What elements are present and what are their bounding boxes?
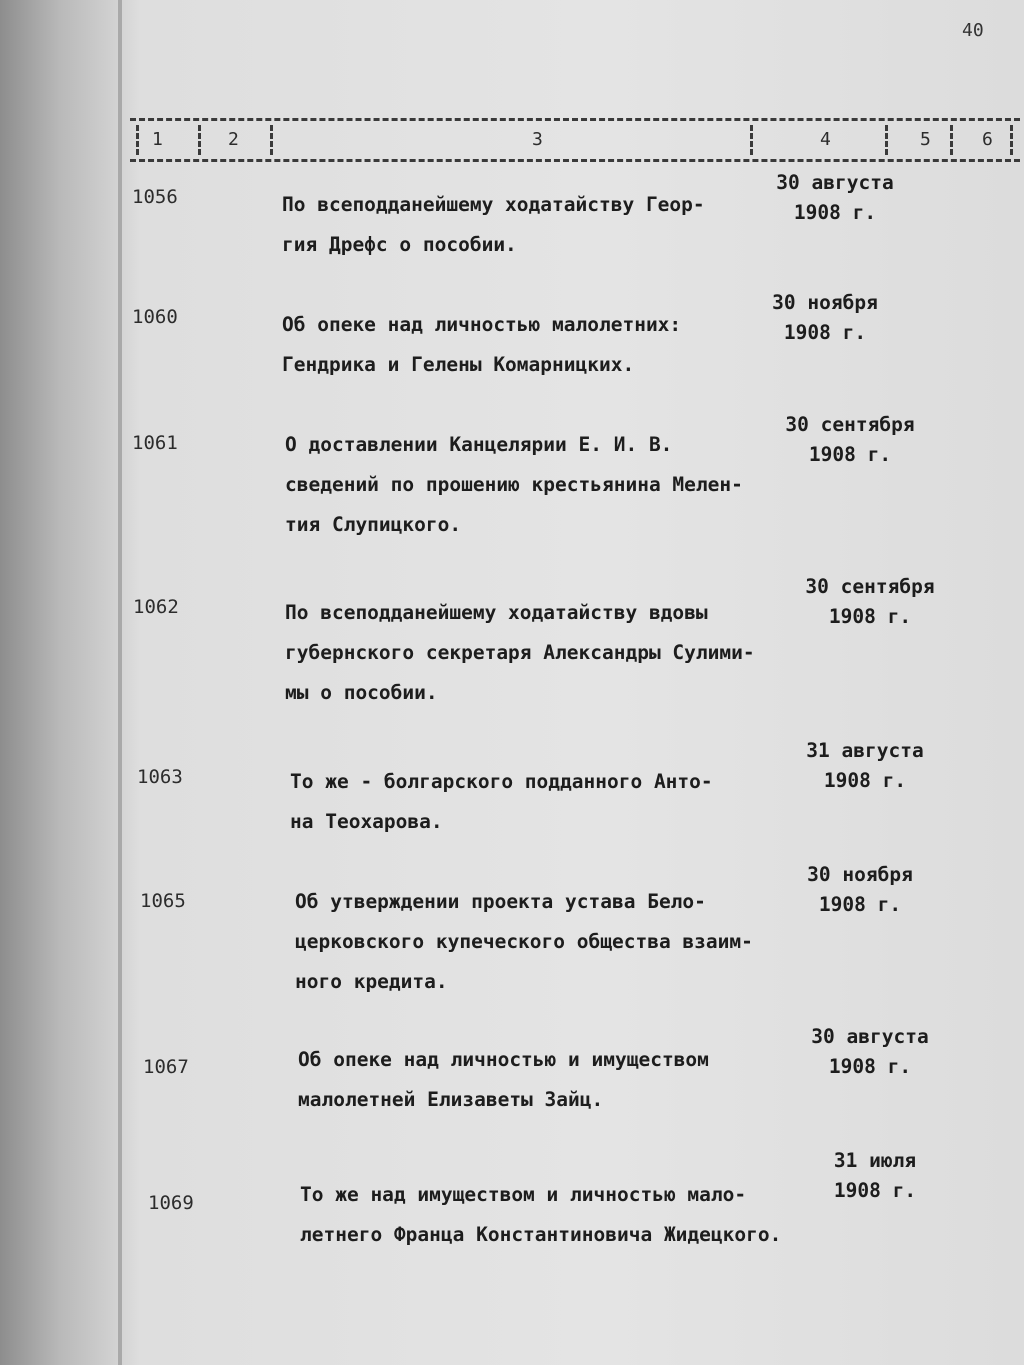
- column-separator: [136, 125, 139, 155]
- record-number: 1069: [148, 1192, 194, 1214]
- column-separator: [885, 125, 888, 155]
- record-number: 1061: [132, 432, 178, 454]
- record-date-day: 31 августа: [806, 739, 924, 762]
- column-separator: [270, 125, 273, 155]
- column-separator: [198, 125, 201, 155]
- record-date: [800, 1022, 940, 1082]
- record-date: [815, 1146, 935, 1206]
- record-date: [760, 168, 910, 228]
- column-number-5: 5: [920, 129, 931, 150]
- record-number: 1067: [143, 1056, 189, 1078]
- record-date-year: 1908 г.: [833, 1179, 917, 1202]
- column-separator: [750, 125, 753, 155]
- record-date-day: 31 июля: [833, 1149, 917, 1172]
- column-number-3: 3: [532, 129, 543, 150]
- record-date-day: 30 ноября: [772, 291, 878, 314]
- column-separator: [1010, 125, 1013, 155]
- column-separator: [950, 125, 953, 155]
- record-date-year: 1908 г.: [808, 443, 892, 466]
- column-number-2: 2: [228, 129, 239, 150]
- record-title: О доставлении Канцелярии Е. И. В. сведений по прошению крестьянина Мелен- тия Слупицкого.: [285, 433, 743, 536]
- record-date: [790, 572, 950, 632]
- record-date: [750, 288, 900, 348]
- record-date-year: 1908 г.: [828, 605, 912, 628]
- record-date-year: 1908 г.: [823, 769, 907, 792]
- column-number-1: 1: [152, 129, 163, 150]
- record-date-day: 30 августа: [811, 1025, 929, 1048]
- record-title: Об опеке над личностью малолетних: Гендрика и Гелены Комарницких.: [282, 313, 682, 376]
- record-date: [790, 860, 930, 920]
- record-date-day: 30 ноября: [807, 863, 913, 886]
- record-title: Об опеке над личностью и имуществом малолетней Елизаветы Зайц.: [298, 1048, 709, 1111]
- record-number: 1065: [140, 890, 186, 912]
- record-number: 1056: [132, 186, 178, 208]
- record-date-day: 30 сентября: [785, 413, 915, 436]
- record-date: [790, 736, 940, 796]
- record-title: По всеподданейшему ходатайству вдовы губернского секретаря Александры Сулими- мы о пособии.: [285, 601, 755, 704]
- record-date-day: 30 августа: [776, 171, 894, 194]
- page-number: 40: [962, 20, 984, 41]
- record-date-year: 1908 г.: [793, 201, 877, 224]
- record-date-year: 1908 г.: [783, 321, 867, 344]
- column-number-6: 6: [982, 129, 993, 150]
- record-number: 1062: [133, 596, 179, 618]
- record-number: 1060: [132, 306, 178, 328]
- record-number: 1063: [137, 766, 183, 788]
- column-number-4: 4: [820, 129, 831, 150]
- record-date-year: 1908 г.: [828, 1055, 912, 1078]
- record-title: То же над имуществом и личностью мало- летнего Франца Константиновича Жидецкого.: [300, 1183, 782, 1246]
- record-title: Об утверждении проекта устава Бело- церковского купеческого общества взаим- ного кредита.: [295, 890, 753, 993]
- binding-edge: [118, 0, 122, 1365]
- record-date-year: 1908 г.: [818, 893, 902, 916]
- column-header-row: [130, 118, 1020, 162]
- record-date-day: 30 сентября: [805, 575, 935, 598]
- record-title: То же - болгарского подданного Анто- на Теохарова.: [290, 770, 713, 833]
- record-date: [760, 410, 940, 470]
- record-title: По всеподданейшему ходатайству Геор- гия Дрефс о пособии.: [282, 193, 705, 256]
